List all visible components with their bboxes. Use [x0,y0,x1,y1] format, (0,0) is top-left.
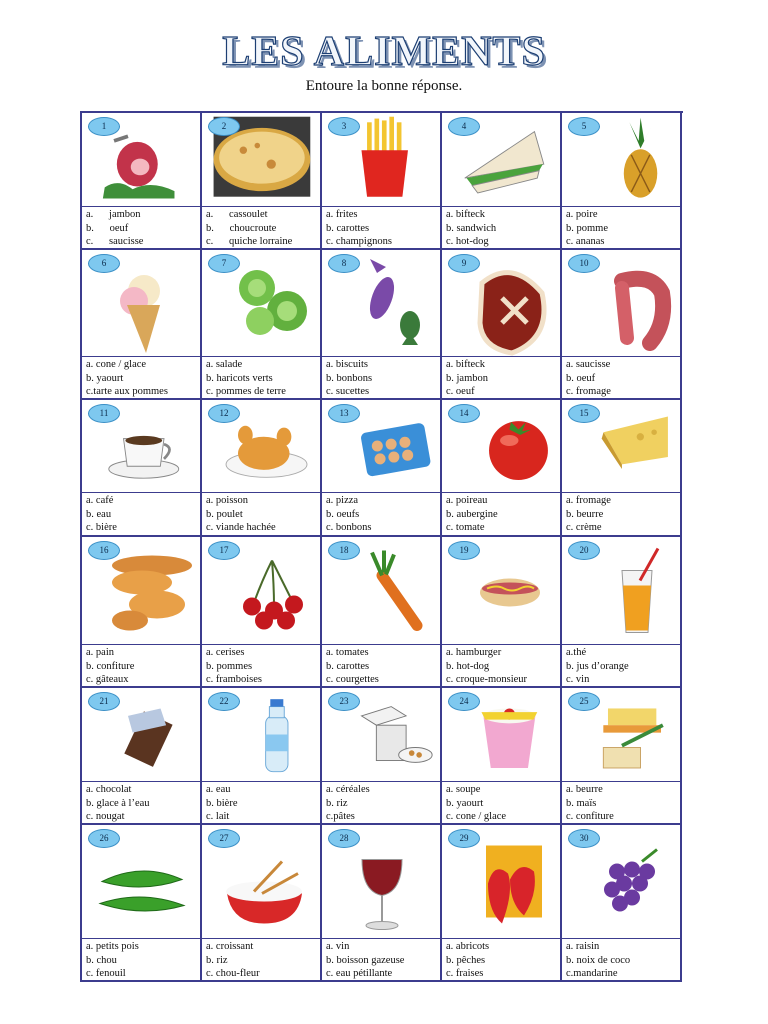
answer-option[interactable]: a. croissant [206,941,254,952]
answer-option[interactable]: c. fenouil [86,968,126,979]
item-number-badge: 19 [448,541,480,560]
answer-option[interactable]: a. abricots [446,941,490,952]
answer-option[interactable]: b. jambon [446,372,488,384]
answer-option[interactable]: b. yaourt [446,797,484,809]
food-cell [442,400,562,537]
answer-option[interactable]: c. fraises [446,968,484,979]
item-number-badge: 20 [568,541,600,560]
answer-option[interactable]: b. oeuf [566,372,596,384]
answer-option[interactable]: b. aubergine [446,508,498,520]
answer-option[interactable]: b. pomme [566,222,608,234]
food-cell [442,688,562,825]
item-number-badge: 13 [328,404,360,423]
answer-option[interactable]: b. confiture [86,660,135,672]
answer-option[interactable]: a. pizza [326,495,359,506]
item-number-badge: 30 [568,829,600,848]
food-picture [202,825,320,939]
grid-row [82,537,683,688]
food-cell [202,688,322,825]
food-cell [322,537,442,688]
food-picture [82,250,200,357]
answer-options [202,645,320,686]
food-cell [322,688,442,825]
grid-row [82,250,683,400]
answer-options [442,782,560,823]
instructions: Entoure la bonne réponse. [305,78,463,94]
food-picture [82,400,200,493]
answer-option[interactable]: a. jambon [86,209,141,220]
food-picture [442,400,560,493]
item-number-badge: 3 [328,117,360,136]
answer-option[interactable]: a. hamburger [446,647,502,658]
item-number-badge: 23 [328,692,360,711]
answer-option[interactable]: c. confiture [566,811,614,822]
item-number-badge: 21 [88,692,120,711]
page-title: LES ALIMENTS [222,29,546,75]
answer-option[interactable]: c. croque-monsieur [446,674,528,685]
answer-option[interactable]: c. eau pétillante [326,968,393,979]
item-number-badge: 12 [208,404,240,423]
item-number-badge: 24 [448,692,480,711]
answer-option[interactable]: c. saucisse [86,236,144,247]
food-picture [322,537,440,645]
food-picture [82,688,200,782]
answer-option[interactable]: b. glace à l’eau [86,797,150,809]
answer-option[interactable]: b. pommes [206,660,253,672]
answer-option[interactable]: a. tomates [326,647,369,658]
food-picture [442,688,560,782]
answer-option[interactable]: a. poire [566,209,598,220]
item-number-badge: 15 [568,404,600,423]
answer-options [562,493,680,535]
answer-option[interactable]: a. café [86,495,114,506]
food-cell [82,537,202,688]
food-picture [562,113,680,207]
food-picture [322,825,440,939]
answer-options [562,939,680,980]
food-picture [202,688,320,782]
answer-option[interactable]: b. hot-dog [446,660,490,672]
answer-options [82,782,200,823]
answer-option[interactable]: a. vin [326,941,350,952]
answer-options [82,357,200,398]
item-number-badge: 9 [448,254,480,273]
answer-options [442,207,560,248]
answer-options [322,939,440,980]
food-cell [82,400,202,537]
answer-option[interactable]: b. carottes [326,660,370,672]
food-cell [562,113,682,250]
food-cell [322,825,442,982]
food-cell [442,537,562,688]
food-cell [202,537,322,688]
answer-option[interactable]: a. biscuits [326,359,368,370]
food-picture [82,825,200,939]
food-cell [322,250,442,400]
answer-option[interactable]: a. céréales [326,784,370,795]
answer-option[interactable]: b. beurre [566,508,604,520]
food-picture [202,400,320,493]
item-number-badge: 26 [88,829,120,848]
answer-option[interactable]: c. bière [86,522,117,533]
grid-row [82,825,683,982]
answer-options [82,939,200,980]
answer-options [322,645,440,686]
answer-options [442,493,560,535]
food-picture [322,250,440,357]
answer-option[interactable]: b. eau [86,508,112,520]
answer-options [82,207,200,248]
answer-option[interactable]: c. courgettes [326,674,379,685]
item-number-badge: 16 [88,541,120,560]
item-number-badge: 14 [448,404,480,423]
answer-options [442,645,560,686]
answer-options [562,645,680,686]
food-picture [82,537,200,645]
answer-option[interactable]: b. jus d’orange [566,660,629,672]
answer-option[interactable]: c. lait [206,811,230,822]
answer-options [322,357,440,398]
answer-option[interactable]: a.thé [566,647,587,658]
food-cell [82,250,202,400]
answer-option[interactable]: b. poulet [206,508,243,520]
food-picture [322,400,440,493]
answer-option[interactable]: c.tarte aux pommes [86,386,168,397]
answer-options [202,207,320,248]
food-picture [202,537,320,645]
answer-option[interactable]: c. nougat [86,811,125,822]
answer-option[interactable]: c. crème [566,522,602,533]
answer-options [82,645,200,686]
answer-option[interactable]: a. chocolat [86,784,132,795]
answer-options [322,207,440,248]
answer-option[interactable]: a. cerises [206,647,245,658]
answer-options [202,493,320,535]
food-cell [562,400,682,537]
answer-option[interactable]: b. oeuf [86,222,129,234]
answer-option[interactable]: b. bière [206,797,238,809]
item-number-badge: 29 [448,829,480,848]
answer-options [202,357,320,398]
answer-option[interactable]: b. sandwich [446,222,497,234]
answer-option[interactable]: b. pêches [446,954,486,966]
answer-option[interactable]: b. riz [326,797,348,809]
answer-options [442,939,560,980]
food-cell [562,537,682,688]
food-picture [82,113,200,207]
answer-options [202,939,320,980]
food-cell [202,400,322,537]
food-picture [562,537,680,645]
answer-option[interactable]: b. carottes [326,222,370,234]
answer-option[interactable]: c. viande hachée [206,522,276,533]
answer-option[interactable]: a. petits pois [86,941,139,952]
answer-option[interactable]: b. haricots verts [206,372,273,384]
item-number-badge: 2 [208,117,240,136]
grid-row [82,400,683,537]
food-picture [442,113,560,207]
food-picture [562,400,680,493]
food-picture [562,250,680,357]
answer-option[interactable]: c. chou-fleur [206,968,260,979]
food-cell [322,113,442,250]
answer-option[interactable]: a. frites [326,209,358,220]
grid-row [82,688,683,825]
food-picture [562,688,680,782]
item-number-badge: 11 [88,404,120,423]
item-number-badge: 7 [208,254,240,273]
answer-option[interactable]: b. riz [206,954,228,966]
answer-option[interactable]: c. fromage [566,386,611,397]
answer-option[interactable]: b. maïs [566,797,597,809]
food-cell [202,825,322,982]
food-cell [562,825,682,982]
food-picture [442,537,560,645]
item-number-badge: 6 [88,254,120,273]
answer-option[interactable]: a. raisin [566,941,600,952]
item-number-badge: 17 [208,541,240,560]
food-picture [202,113,320,207]
food-cell [82,825,202,982]
item-number-badge: 1 [88,117,120,136]
answer-option[interactable]: c. vin [566,674,590,685]
food-grid [80,111,683,982]
answer-options [322,493,440,535]
food-cell [562,250,682,400]
answer-options [562,357,680,398]
answer-options [442,357,560,398]
answer-option[interactable]: a. poisson [206,495,248,506]
food-cell [82,688,202,825]
answer-option[interactable]: c. sucettes [326,386,370,397]
grid-row [82,113,683,250]
answer-option[interactable]: c. champignons [326,236,392,247]
item-number-badge: 22 [208,692,240,711]
answer-option[interactable]: c. pommes de terre [206,386,286,397]
answer-option[interactable]: c.pâtes [326,811,355,822]
answer-option[interactable]: b. boisson gazeuse [326,954,405,966]
answer-option[interactable]: a. bifteck [446,209,486,220]
answer-option[interactable]: a. beurre [566,784,603,795]
food-cell [202,113,322,250]
answer-option[interactable]: c. cone / glace [446,811,507,822]
answer-option[interactable]: b. chou [86,954,117,966]
answer-option[interactable]: a. fromage [566,495,611,506]
food-cell [442,113,562,250]
answer-option[interactable]: c. hot-dog [446,236,489,247]
answer-option[interactable]: b. noix de coco [566,954,631,966]
answer-option[interactable]: b. yaourt [86,372,124,384]
answer-option[interactable]: a. poireau [446,495,488,506]
answer-option[interactable]: a. eau [206,784,231,795]
food-picture [562,825,680,939]
answer-option[interactable]: c. quiche lorraine [206,236,293,247]
answer-option[interactable]: b. oeufs [326,508,360,520]
answer-option[interactable]: a. soupe [446,784,481,795]
food-picture [322,688,440,782]
food-picture [442,250,560,357]
answer-option[interactable]: a. bifteck [446,359,486,370]
answer-option[interactable]: a. saucisse [566,359,611,370]
item-number-badge: 27 [208,829,240,848]
food-cell [442,825,562,982]
answer-option[interactable]: a. pain [86,647,114,658]
answer-option[interactable]: c.mandarine [566,968,618,979]
food-cell [82,113,202,250]
item-number-badge: 5 [568,117,600,136]
item-number-badge: 28 [328,829,360,848]
answer-option[interactable]: c. framboises [206,674,262,685]
answer-option[interactable]: c. gâteaux [86,674,129,685]
answer-option[interactable]: a. cone / glace [86,359,147,370]
food-picture [442,825,560,939]
answer-option[interactable]: c. ananas [566,236,605,247]
food-cell [202,250,322,400]
food-picture [202,250,320,357]
answer-options [562,782,680,823]
answer-option[interactable]: c. tomate [446,522,485,533]
answer-option[interactable]: c. bonbons [326,522,372,533]
answer-options [322,782,440,823]
answer-option[interactable]: c. oeuf [446,386,475,397]
answer-options [562,207,680,248]
item-number-badge: 8 [328,254,360,273]
item-number-badge: 25 [568,692,600,711]
answer-option[interactable]: a. salade [206,359,243,370]
answer-option[interactable]: b. bonbons [326,372,373,384]
answer-option[interactable]: a. cassoulet [206,209,268,220]
item-number-badge: 4 [448,117,480,136]
food-cell [322,400,442,537]
food-cell [562,688,682,825]
answer-option[interactable]: b. choucroute [206,222,277,234]
food-cell [442,250,562,400]
food-picture [322,113,440,207]
answer-options [202,782,320,823]
item-number-badge: 10 [568,254,600,273]
item-number-badge: 18 [328,541,360,560]
answer-options [82,493,200,535]
